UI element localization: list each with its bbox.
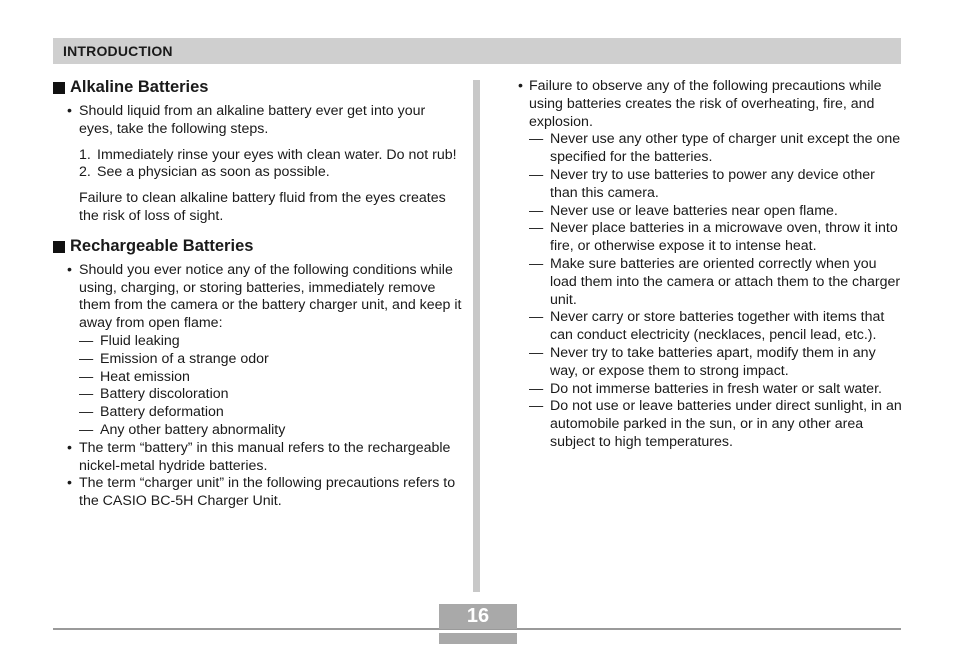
dash-icon: — <box>529 344 544 361</box>
alkaline-step-1 <box>53 147 463 165</box>
dash-icon: — <box>79 332 94 349</box>
left-column <box>53 78 463 511</box>
condition-text: Battery deformation <box>100 404 224 421</box>
dash-icon: — <box>529 220 544 237</box>
precautions-list <box>518 131 902 451</box>
rechargeable-bullet-text: Should you ever notice any of the following conditions while using, charging, or storing batteries, immediately remove them from the camera or the battery charger unit, and keep it away from open flame: <box>79 261 462 332</box>
rechargeable-bullet-text: The term “battery” in this manual refers to the rechargeable nickel-metal hydride batteries. <box>79 439 451 474</box>
page-number-tab <box>439 604 517 629</box>
rechargeable-bullet-2 <box>53 440 463 476</box>
dash-icon: — <box>79 421 94 438</box>
rechargeable-bullet-text: The term “charger unit” in the following precautions refers to the CASIO BC-5H Charger Unit. <box>79 475 456 510</box>
bullet-icon: • <box>67 439 72 456</box>
dash-icon: — <box>529 398 544 415</box>
list-item <box>53 386 463 404</box>
condition-text: Emission of a strange odor <box>100 350 269 367</box>
step-text: Immediately rinse your eyes with clean water. Do not rub! <box>97 146 457 163</box>
list-item <box>53 351 463 369</box>
dash-icon: — <box>529 202 544 219</box>
list-item <box>53 422 463 440</box>
precautions-intro <box>518 78 902 131</box>
precaution-text: Do not use or leave batteries under direct sunlight, in an automobile parked in the sun, or in any other area subject to high temperatures. <box>550 398 902 450</box>
precaution-text: Never try to use batteries to power any device other than this camera. <box>550 166 875 201</box>
list-item <box>518 398 902 451</box>
list-item <box>518 309 902 345</box>
precaution-text: Never place batteries in a microwave oven, throw it into fire, or otherwise expose it to intense heat. <box>550 220 898 255</box>
square-bullet-icon <box>53 82 65 94</box>
list-item <box>518 345 902 381</box>
alkaline-section-heading <box>53 78 463 98</box>
page-number-base <box>439 633 517 644</box>
precaution-text: Never carry or store batteries together with items that can conduct electricity (necklaces, pencil lead, etc.). <box>550 309 885 344</box>
list-item <box>518 131 902 167</box>
precaution-text: Never use or leave batteries near open flame. <box>550 202 838 219</box>
rechargeable-bullet-3 <box>53 475 463 511</box>
column-divider <box>473 80 480 592</box>
list-item <box>53 369 463 387</box>
dash-icon: — <box>79 386 94 403</box>
dash-icon: — <box>79 368 94 385</box>
page-number: 16 <box>466 605 490 627</box>
precaution-text: Never try to take batteries apart, modify them in any way, or expose them to strong impact. <box>550 344 876 379</box>
step-number: 2. <box>79 164 91 181</box>
list-item <box>518 381 902 399</box>
alkaline-bullet <box>53 103 463 139</box>
step-number: 1. <box>79 146 91 163</box>
step-text: See a physician as soon as possible. <box>97 164 330 181</box>
precaution-text: Do not immerse batteries in fresh water or salt water. <box>550 380 882 397</box>
alkaline-title: Alkaline Batteries <box>70 78 209 97</box>
list-item <box>518 220 902 256</box>
condition-text: Fluid leaking <box>100 332 180 349</box>
list-item <box>518 167 902 203</box>
precautions-intro-text: Failure to observe any of the following precautions while using batteries creates the risk of overheating, fire, and explosion. <box>529 78 882 130</box>
list-item <box>53 404 463 422</box>
dash-icon: — <box>529 255 544 272</box>
page-number-box <box>439 604 517 644</box>
dash-icon: — <box>79 404 94 421</box>
bullet-icon: • <box>67 475 72 492</box>
header-bar <box>53 38 901 64</box>
alkaline-step-2 <box>53 164 463 182</box>
bullet-icon: • <box>67 103 72 119</box>
list-item <box>518 203 902 221</box>
rechargeable-bullet-1 <box>53 262 463 333</box>
condition-list <box>53 333 463 440</box>
alkaline-note: Failure to clean alkaline battery fluid from the eyes creates the risk of loss of sight. <box>79 190 446 224</box>
precaution-text: Make sure batteries are oriented correctly when you load them into the camera or attach them to the charger unit. <box>550 255 901 308</box>
condition-text: Heat emission <box>100 368 190 385</box>
dash-icon: — <box>529 380 544 397</box>
rechargeable-title: Rechargeable Batteries <box>70 236 254 255</box>
square-bullet-icon <box>53 241 65 253</box>
bullet-icon: • <box>518 78 523 94</box>
precaution-text: Never use any other type of charger unit except the one specified for the batteries. <box>550 131 901 166</box>
condition-text: Any other battery abnormality <box>100 421 286 438</box>
dash-icon: — <box>79 350 94 367</box>
dash-icon: — <box>529 166 544 183</box>
alkaline-bullet-text: Should liquid from an alkaline battery ever get into your eyes, take the following steps. <box>79 103 426 137</box>
dash-icon: — <box>529 309 544 326</box>
list-item <box>518 256 902 309</box>
condition-text: Battery discoloration <box>100 386 229 403</box>
dash-icon: — <box>529 131 544 148</box>
list-item <box>53 333 463 351</box>
section-header-title: INTRODUCTION <box>63 43 173 59</box>
bullet-icon: • <box>67 261 72 278</box>
right-column <box>518 78 902 452</box>
rechargeable-section-heading <box>53 237 463 257</box>
